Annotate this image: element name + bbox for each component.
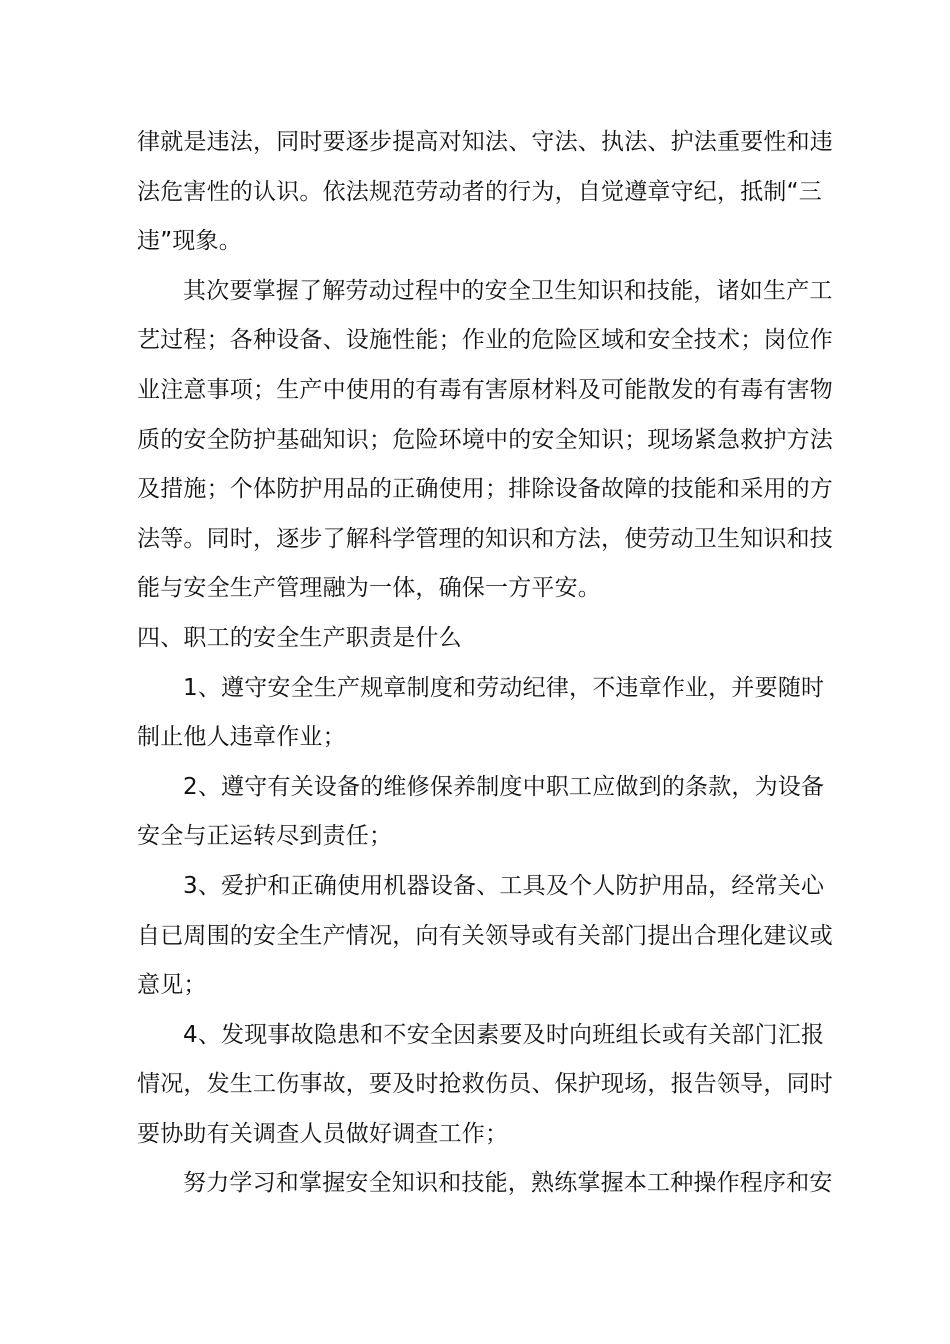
text-line: 能与安全生产管理融为一体，确保一方平安。 [137,575,601,602]
text-line: 3、爱护和正确使用机器设备、工具及个人防护用品，经常关心 [183,872,825,899]
text-line: 法等。同时，逐步了解科学管理的知识和方法，使劳动卫生知识和技 [137,525,833,552]
heading-text: 四、职工的安全生产职责是什么 [137,624,462,651]
text-line: 安全与正运转尽到责任； [137,823,393,850]
text-line: 法危害性的认识。依法规范劳动者的行为，自觉遵章守纪，抵制“三 [137,178,822,205]
text-line: 要协助有关调查人员做好调查工作； [137,1120,509,1147]
text-line: 其次要掌握了解劳动过程中的安全卫生知识和技能，诸如生产工 [183,277,833,304]
section-heading [137,614,827,664]
text-line: 努力学习和掌握安全知识和技能，熟练掌握本工种操作程序和安 [183,1170,833,1197]
list-item-2 [137,763,827,862]
paragraph-continuation [137,1159,833,1209]
document-body [137,118,833,1209]
text-line: 制止他人违章作业； [137,724,346,751]
text-line: 情况，发生工伤事故，要及时抢救伤员、保护现场，报告领导，同时 [137,1071,833,1098]
list-item-1 [137,664,827,763]
list-item-3 [137,862,833,1011]
text-line: 及措施；个体防护用品的正确使用；排除设备故障的技能和采用的方 [137,476,833,503]
text-line: 4、发现事故隐患和不安全因素要及时向班组长或有关部门汇报 [183,1021,825,1048]
text-line: 业注意事项；生产中使用的有毒有害原材料及可能散发的有毒有害物 [137,376,833,403]
list-item-4 [137,1011,833,1160]
text-line: 1、遵守安全生产规章制度和劳动纪律，不违章作业，并要随时 [183,674,825,701]
text-line: 违”现象。 [137,228,242,255]
text-line: 自已周围的安全生产情况，向有关领导或有关部门提出合理化建议或 [137,922,833,949]
paragraph-safety-knowledge [137,267,833,614]
text-line: 律就是违法，同时要逐步提高对知法、守法、执法、护法重要性和违 [137,129,833,155]
text-line: 意见； [137,972,207,999]
text-line: 艺过程；各种设备、设施性能；作业的危险区域和安全技术；岗位作 [137,327,833,354]
text-line: 质的安全防护基础知识；危险环境中的安全知识；现场紧急救护方法 [137,426,833,453]
paragraph-law-awareness [137,118,833,267]
text-line: 2、遵守有关设备的维修保养制度中职工应做到的条款，为设备 [183,773,825,800]
